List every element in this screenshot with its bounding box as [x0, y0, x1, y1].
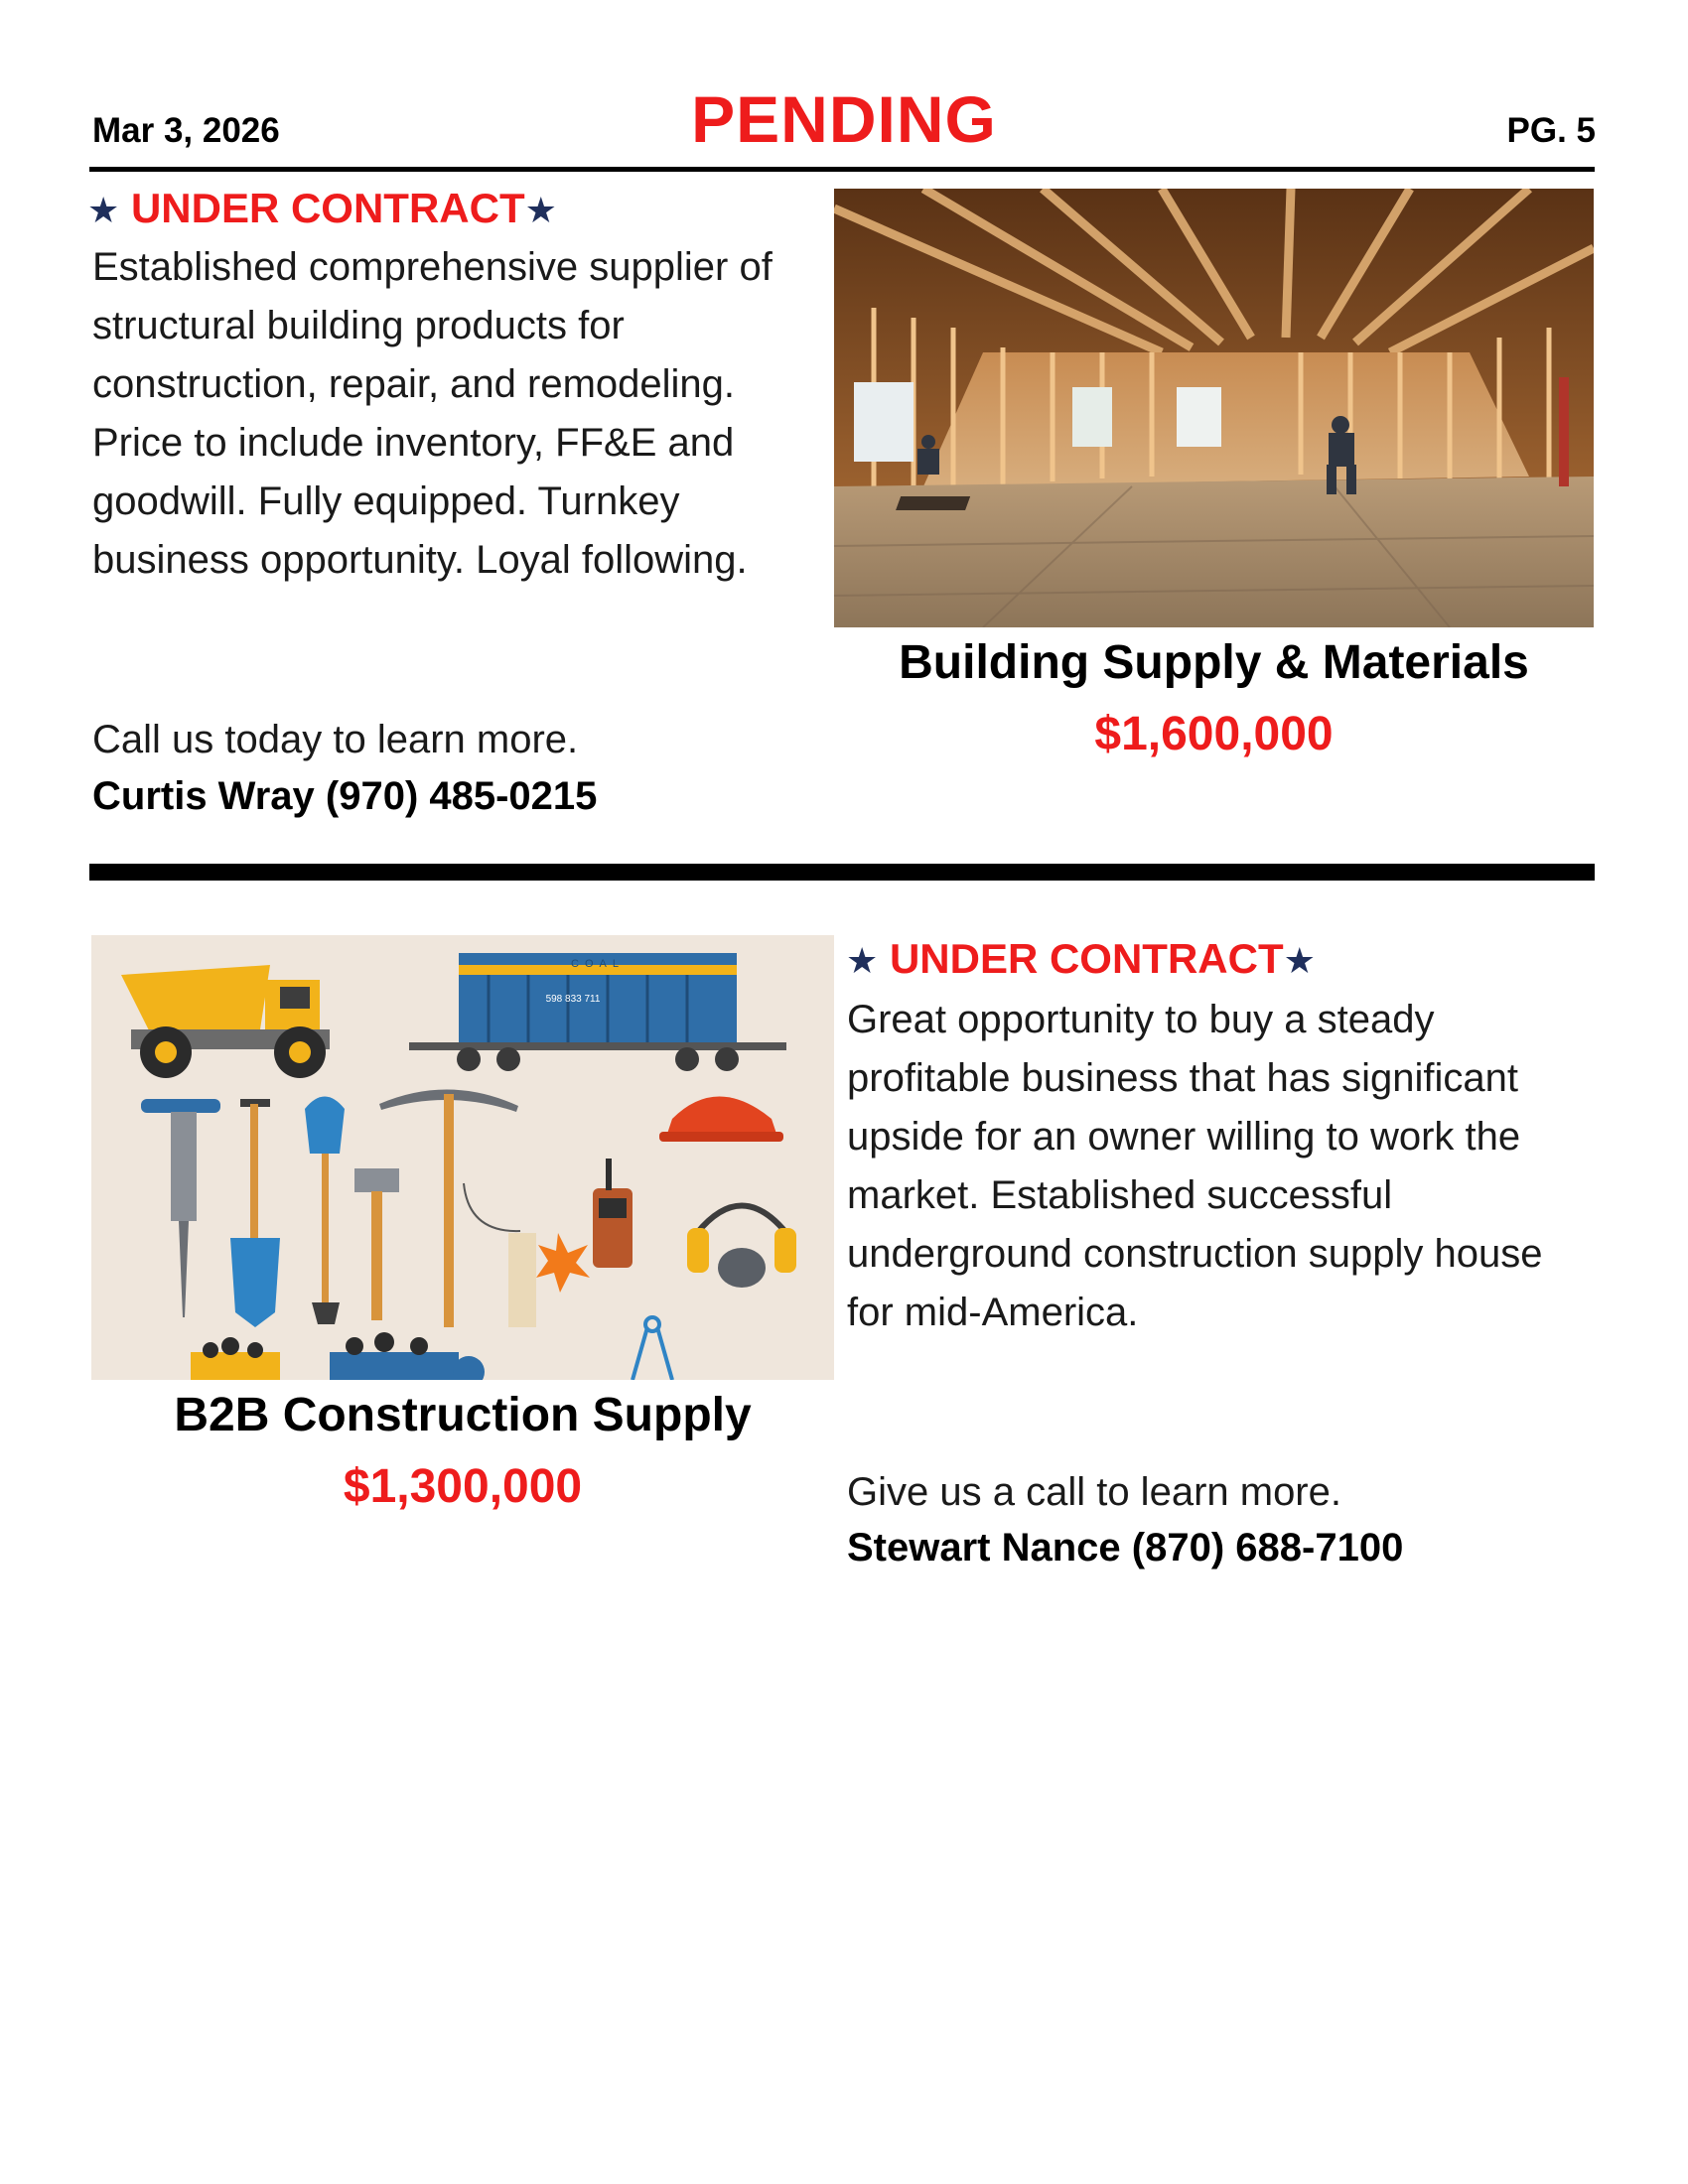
mining-tools-illustration — [91, 935, 834, 1380]
listing-2-cta: Give us a call to learn more. — [847, 1470, 1341, 1514]
star-icon: ★ — [87, 190, 120, 230]
radio-icon — [593, 1159, 633, 1268]
ear-muffs-icon — [687, 1206, 796, 1289]
coal-cart-icon — [191, 1332, 485, 1380]
listing-2-description: Great opportunity to buy a steady profitable business that has significant upside for an owner willing to work the market. Established successful underground construction supply house for mid-America. — [847, 998, 1543, 1334]
hard-hat-icon — [659, 1097, 783, 1143]
listing-1-title: Building Supply & Materials — [899, 636, 1529, 689]
star-icon: ★ — [1283, 940, 1316, 981]
coal-railcar-icon — [409, 953, 786, 1071]
construction-interior-photo — [834, 189, 1594, 627]
listing-2-badge — [846, 935, 1316, 983]
listing-2-price: $1,300,000 — [343, 1460, 583, 1513]
page-title: PENDING — [691, 82, 997, 156]
hammer-icon — [354, 1168, 399, 1320]
page-number: PG. 5 — [1506, 111, 1596, 150]
listing-1-badge-label: UNDER CONTRACT — [130, 185, 525, 231]
listing-1-contact: Curtis Wray (970) 485-0215 — [92, 774, 598, 818]
header-divider — [89, 167, 1595, 172]
pickaxe-icon — [379, 1089, 518, 1327]
dump-truck-icon — [121, 965, 330, 1078]
listing-2-badge-label: UNDER CONTRACT — [889, 935, 1284, 982]
listing-1-price: $1,600,000 — [1094, 708, 1334, 760]
shovel-icon — [230, 1099, 280, 1327]
listing-2-title: B2B Construction Supply — [174, 1389, 752, 1441]
mine-headframe-icon — [633, 1317, 672, 1380]
listing-1-description: Established comprehensive supplier of structural building products for construction, repair, and remodeling. Price to include inventory, FF&E and goodwill. Fully equipped. Turnkey business opportunity. Loyal following. — [92, 245, 773, 582]
railcar-number-text: 598 833 711 — [545, 994, 601, 1005]
listing-1-cta: Call us today to learn more. — [92, 718, 579, 761]
section-divider — [89, 864, 1595, 881]
star-icon: ★ — [524, 190, 557, 230]
listing-1-badge — [87, 185, 557, 232]
jackhammer-icon — [141, 1099, 220, 1317]
listing-2-contact: Stewart Nance (870) 688-7100 — [847, 1526, 1404, 1570]
header-date: Mar 3, 2026 — [92, 111, 280, 150]
railcar-coal-text: COAL — [571, 958, 625, 970]
star-icon: ★ — [846, 940, 879, 981]
spade-icon — [305, 1097, 345, 1325]
dynamite-icon — [464, 1183, 590, 1327]
